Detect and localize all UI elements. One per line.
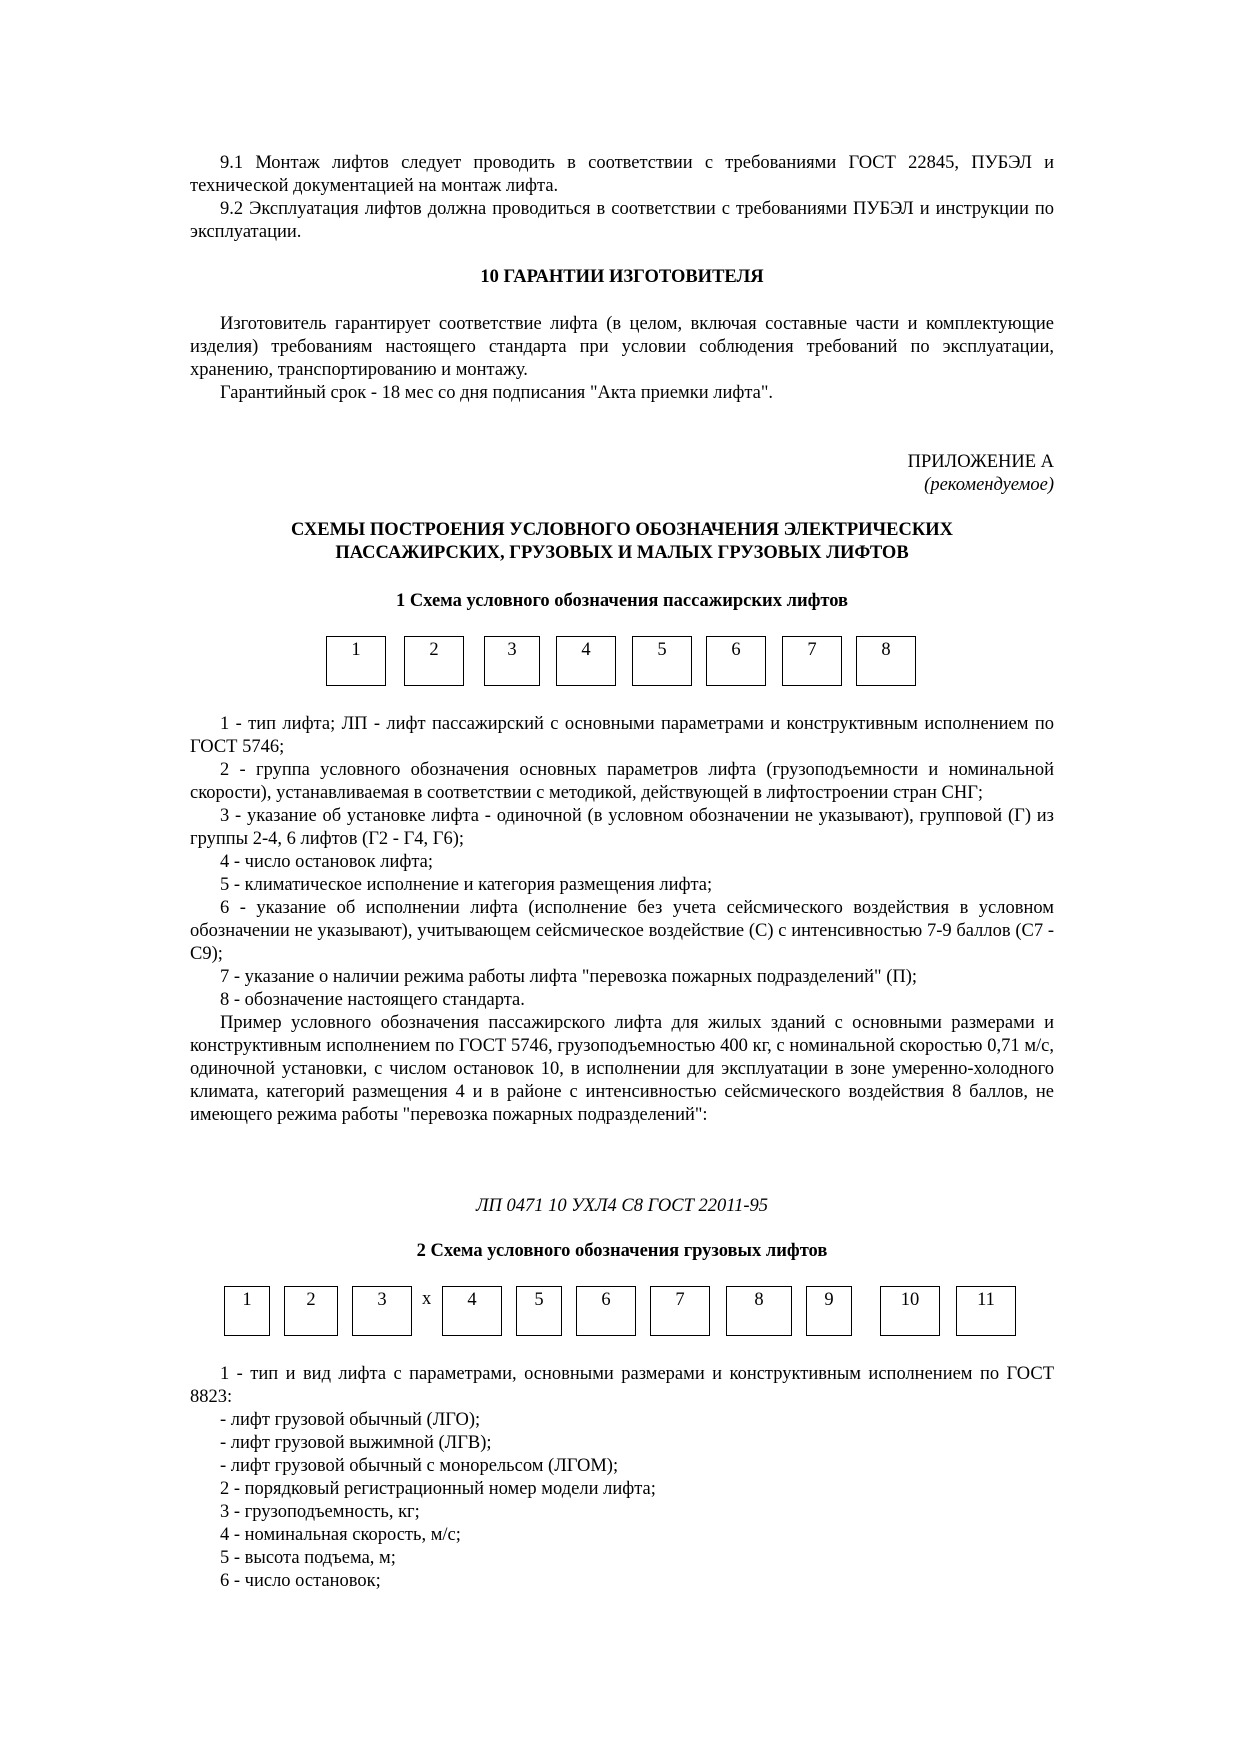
warranty-paragraph: Изготовитель гарантирует соответствие лифта (в целом, включая составные части и комплектующие изделия) требованиям настоящего стандарта при условии соблюдения требований по эксплуатации, хранению, транспортированию и монтажу. [190,314,1054,380]
scheme-2-box: 9 [806,1286,852,1336]
legend-item: 5 - высота подъема, м; [220,1548,396,1568]
legend-item: - лифт грузовой обычный (ЛГО); [220,1410,481,1430]
appendix-note: (рекомендуемое) [924,475,1054,495]
legend-item: 2 - порядковый регистрационный номер модели лифта; [220,1479,656,1499]
scheme-2-box: 4 [442,1286,502,1336]
scheme-2-box: 10 [880,1286,940,1336]
section-10-body [190,313,1054,405]
warranty-term-paragraph: Гарантийный срок - 18 мес со дня подписания "Акта приемки лифта". [220,383,774,403]
legend-item: 3 - грузоподъемность, кг; [220,1502,420,1522]
scheme-2-box: 6 [576,1286,636,1336]
legend-item: 5 - климатическое исполнение и категория размещения лифта; [220,875,713,895]
legend-item: - лифт грузовой обычный с монорельсом (ЛГОМ); [220,1456,619,1476]
scheme-2-box: 2 [284,1286,338,1336]
scheme-2-legend [190,1363,1054,1593]
appendix-label: ПРИЛОЖЕНИЕ А [907,452,1054,472]
scheme-1-box: 4 [556,636,616,686]
section-9 [190,152,1054,244]
scheme-2-box: 11 [956,1286,1016,1336]
scheme-2-box: 1 [224,1286,270,1336]
scheme-1-box: 8 [856,636,916,686]
scheme-1-box-row [0,636,1240,692]
scheme-1-header [190,590,1054,613]
example-designation-block [190,1195,1054,1218]
scheme-1-heading: 1 Схема условного обозначения пассажирских лифтов [395,591,849,611]
section-10 [190,266,1054,289]
scheme-2-box: 3 [352,1286,412,1336]
scheme-1-box: 1 [326,636,386,686]
legend-item: 2 - группа условного обозначения основных параметров лифта (грузоподъемности и номинальной скорости), устанавливаемая в соответствии с методикой, действующей в лифтостроении стран СНГ; [190,760,1054,803]
legend-item: 8 - обозначение настоящего стандарта. [220,990,525,1010]
scheme-1-box: 7 [782,636,842,686]
paragraph-9-2: 9.2 Эксплуатация лифтов должна проводиться в соответствии с требованиями ПУБЭЛ и инструкции по эксплуатации. [190,199,1054,242]
legend-item: 6 - указание об исполнении лифта (исполнение без учета сейсмического воздействия в условном обозначении не указывают), учитывающем сейсмическое воздействие (С) с интенсивностью 7-9 баллов (С7 - С9); [190,898,1054,964]
example-designation: ЛП 0471 10 УХЛ4 С8 ГОСТ 22011-95 [475,1196,769,1216]
scheme-2-box: 5 [516,1286,562,1336]
example-paragraph: Пример условного обозначения пассажирского лифта для жилых зданий с основными размерами и конструктивным исполнением по ГОСТ 5746, грузоподъемностью 400 кг, с номинальной скоростью 0,71 м/с, одиночной установки, с числом остановок 10, в исполнении для эксплуатации в зоне умеренно-холодного климата, категорий размещения 4 и в районе с интенсивностью сейсмического воздействия 8 баллов, не имеющего режима работы "перевозка пожарных подразделений": [190,1013,1054,1125]
legend-item: 7 - указание о наличии режима работы лифта "перевозка пожарных подразделений" (П); [220,967,918,987]
scheme-1-box: 6 [706,636,766,686]
legend-item: 4 - число остановок лифта; [220,852,434,872]
scheme-1-box: 2 [404,636,464,686]
appendix-title-line-2: ПАССАЖИРСКИХ, ГРУЗОВЫХ И МАЛЫХ ГРУЗОВЫХ ЛИФТОВ [335,543,909,563]
scheme-2-box: 8 [726,1286,792,1336]
multiply-sign: х [422,1289,432,1309]
legend-item: 1 - тип и вид лифта с параметрами, основными размерами и конструктивным исполнением по ГОСТ 8823: [190,1364,1054,1407]
appendix-title [180,519,1064,565]
appendix-title-line-1: СХЕМЫ ПОСТРОЕНИЯ УСЛОВНОГО ОБОЗНАЧЕНИЯ ЭЛЕКТРИЧЕСКИХ [291,520,953,540]
legend-item: 4 - номинальная скорость, м/с; [220,1525,461,1545]
legend-item: 1 - тип лифта; ЛП - лифт пассажирский с основными параметрами и конструктивным исполнением по ГОСТ 5746; [190,714,1054,757]
scheme-2-box-row [0,1286,1240,1342]
scheme-2-header [190,1240,1054,1263]
legend-item: 6 - число остановок; [220,1571,381,1591]
scheme-2-heading: 2 Схема условного обозначения грузовых лифтов [416,1241,828,1261]
legend-item: - лифт грузовой выжимной (ЛГВ); [220,1433,492,1453]
legend-item: 3 - указание об установке лифта - одиночной (в условном обозначении не указывают), групповой (Г) из группы 2-4, 6 лифтов (Г2 - Г4, Г6); [190,806,1054,849]
scheme-1-legend [190,713,1054,1127]
scheme-1-box: 5 [632,636,692,686]
section-10-heading: 10 ГАРАНТИИ ИЗГОТОВИТЕЛЯ [480,267,764,287]
paragraph-9-1: 9.1 Монтаж лифтов следует проводить в соответствии с требованиями ГОСТ 22845, ПУБЭЛ и технической документацией на монтаж лифта. [190,153,1054,196]
scheme-1-box: 3 [484,636,540,686]
scheme-2-box: 7 [650,1286,710,1336]
